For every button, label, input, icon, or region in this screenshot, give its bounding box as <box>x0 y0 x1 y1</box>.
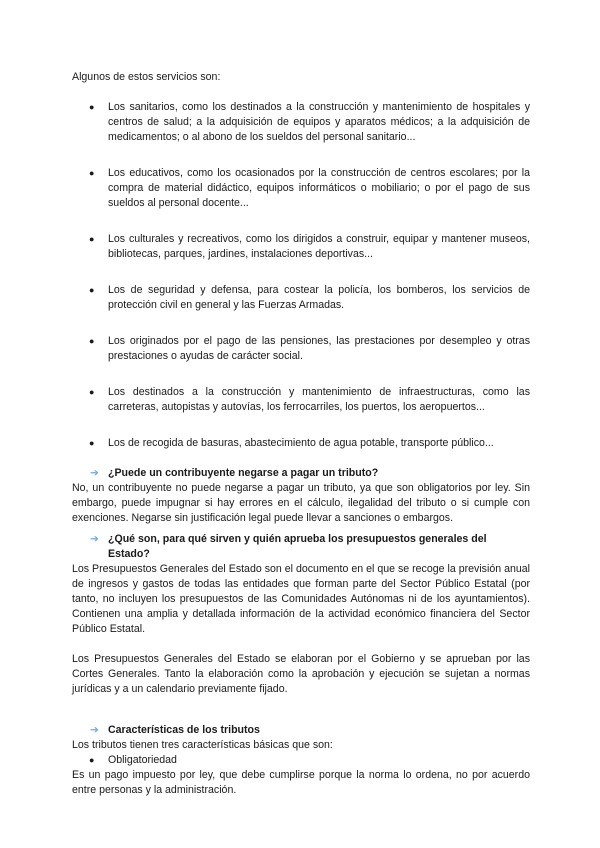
list-item: ● Los culturales y recreativos, como los dirigidos a construir, equipar y mantener museos, bibliotecas, parques, jardines, instalaciones deportivas... <box>89 233 530 260</box>
arrow-right-icon: ➔ <box>90 724 99 736</box>
intro-text: Algunos de estos servicios son: <box>72 71 221 83</box>
arrow-right-icon: ➔ <box>90 533 99 545</box>
bullet-icon: ● <box>89 102 95 112</box>
bullet-icon: ● <box>89 285 95 295</box>
q3-text: Los tributos tienen tres características básicas que son: <box>72 739 333 751</box>
bullet-icon: ● <box>89 168 95 178</box>
section-heading-q1: ➔ ¿Puede un contribuyente negarse a pagar un tributo? <box>90 467 379 479</box>
bullet-icon: ● <box>89 234 95 244</box>
list-item: ● Los destinados a la construcción y mantenimiento de infraestructuras, como las carreteras, autopistas y autovías, los ferrocarriles, los puertos, los aeropuertos... <box>89 386 530 413</box>
bullet-icon: ● <box>89 387 95 397</box>
section-heading-q2: ➔ ¿Qué son, para qué sirven y quién aprueba los presupuestos generales del Estado? <box>90 533 487 560</box>
list-item: ● Los sanitarios, como los destinados a la construcción y mantenimiento de hospitales y centros de salud; a la adquisición de equipos y aparatos médicos; a la adquisición de medicamentos; o al abono de los sueldos del personal sanitario... <box>89 101 530 143</box>
q2-answer-1: Los Presupuestos Generales del Estado son el documento en el que se recoge la previsión anual de ingresos y gastos de todas las entidades que forman parte del Sector Público Estatal (por tanto, no incluyen los presupuestos de las Comunidades Autónomas ni de los ayuntamientos). Contienen una amplia y detallada información de la actividad económico financiera del Sector Público Estatal. <box>72 563 530 635</box>
bullet-icon: ● <box>89 438 95 448</box>
list-item: ● Los educativos, como los ocasionados por la construcción de centros escolares; por la compra de material didáctico, equipos informáticos o mobiliario; o por el pago de sus sueldos al personal docente... <box>89 167 530 209</box>
bullet-icon: ● <box>89 336 95 346</box>
q3-item-text: Es un pago impuesto por ley, que debe cumplirse porque la norma lo ordena, no por acuerdo entre personas y la administración. <box>72 769 530 796</box>
q1-answer: No, un contribuyente no puede negarse a pagar un tributo, ya que son obligatorios por ley. Sin embargo, puede impugnar si hay errores en el cálculo, ilegalidad del tributo o si cumple con exenciones. Negarse sin justificación legal puede llevar a sanciones o embargos. <box>72 482 530 524</box>
document-content <box>72 70 530 798</box>
section-heading-q3: ➔ Características de los tributos <box>90 724 260 736</box>
arrow-right-icon: ➔ <box>90 467 99 479</box>
list-item: ● Los originados por el pago de las pensiones, las prestaciones por desempleo y otras prestaciones o ayudas de carácter social. <box>89 335 530 362</box>
services-list <box>72 100 530 451</box>
bullet-icon: ● <box>89 755 95 765</box>
list-item: ● Los de recogida de basuras, abastecimiento de agua potable, transporte público... <box>89 437 494 449</box>
list-item: ● Obligatoriedad <box>89 754 177 766</box>
list-item: ● Los de seguridad y defensa, para costear la policía, los bomberos, los servicios de protección civil en general y las Fuerzas Armadas. <box>89 284 530 311</box>
q2-answer-2: Los Presupuestos Generales del Estado se elaboran por el Gobierno y se aprueban por las Cortes Generales. Tanto la elaboración como la aprobación y ejecución se sujetan a normas jurídicas y a un calendario previamente fijado. <box>72 653 530 695</box>
